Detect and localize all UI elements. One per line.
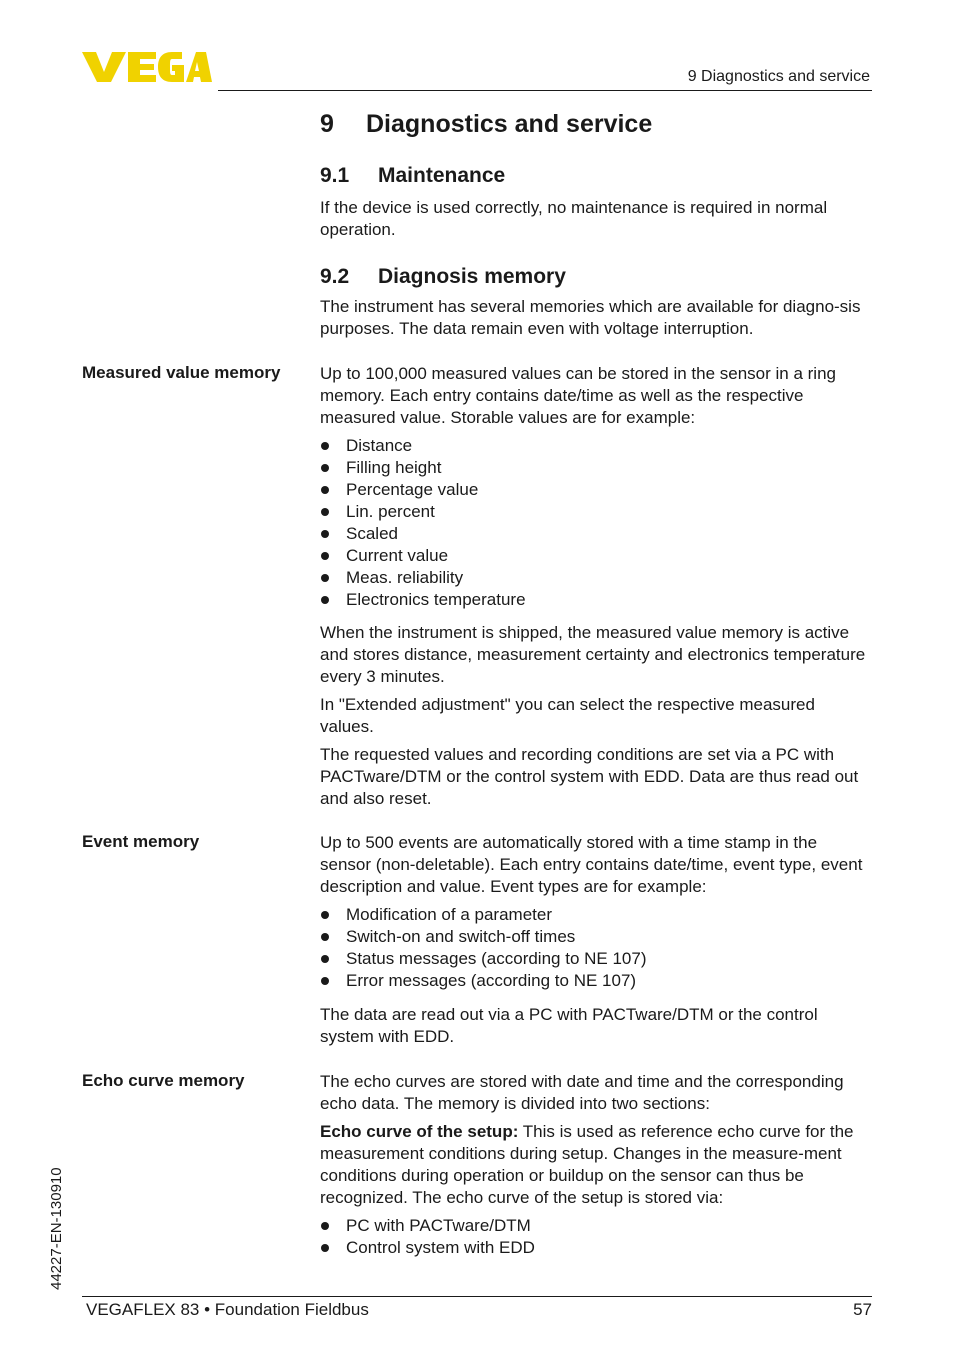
section-diagnosis-heading xyxy=(320,265,566,289)
chapter-number: 9 xyxy=(320,110,334,138)
event-memory-p2: The data are read out via a PC with PACTware/DTM or the control system with EDD. xyxy=(320,1005,818,1046)
bullet-icon xyxy=(321,486,329,494)
list-item: Modification of a parameter xyxy=(320,904,872,926)
measured-value-p4: The requested values and recording conditions are set via a PC with PACTware/DTM or the control system with EDD. Data are thus read out and also reset. xyxy=(320,745,859,808)
list-item: Percentage value xyxy=(320,479,872,501)
bullet-icon xyxy=(321,933,329,941)
event-memory-text: Up to 500 events are automatically stored with a time stamp in the sensor (non-deletable). Each entry contains date/time, event type, event description and value. Event types are for example: xyxy=(320,833,863,896)
list-item: Current value xyxy=(320,545,872,567)
list-item: PC with PACTware/DTM xyxy=(320,1215,872,1237)
list-item: Control system with EDD xyxy=(320,1237,872,1259)
section-title: Maintenance xyxy=(378,164,506,187)
echo-curve-setup-label: Echo curve of the setup: xyxy=(320,1122,519,1141)
section-maintenance-heading xyxy=(320,164,505,188)
list-item: Status messages (according to NE 107) xyxy=(320,948,872,970)
footer-product: VEGAFLEX 83 • Foundation Fieldbus xyxy=(86,1300,369,1319)
measured-value-list xyxy=(320,435,872,611)
bullet-icon xyxy=(321,977,329,985)
bullet-icon xyxy=(321,442,329,450)
list-item: Filling height xyxy=(320,457,872,479)
running-head: 9 Diagnostics and service xyxy=(687,68,870,85)
echo-curve-setup-paragraph xyxy=(320,1121,872,1209)
list-item: Distance xyxy=(320,435,872,457)
section-title: Diagnosis memory xyxy=(378,265,566,288)
echo-curve-list xyxy=(320,1215,872,1259)
event-memory-list xyxy=(320,904,872,992)
diagnosis-intro: The instrument has several memories which are available for diagno-sis purposes. The data remain even with voltage interruption. xyxy=(320,297,861,338)
echo-curve-setup-text: This is used as reference echo curve for the measurement conditions during setup. Changes in the measure-ment conditions during operation or buildup on the sensor can thus be recognized. The echo curve of the setup is stored via: xyxy=(320,1122,854,1207)
chapter-title xyxy=(320,110,652,139)
bullet-icon xyxy=(321,552,329,560)
list-item: Lin. percent xyxy=(320,501,872,523)
measured-value-p3: In "Extended adjustment" you can select the respective measured values. xyxy=(320,695,815,736)
chapter-title-text: Diagnostics and service xyxy=(366,110,653,138)
measured-value-text: Up to 100,000 measured values can be stored in the sensor in a ring memory. Each entry contains date/time as well as the respective measured value. Storable values are for example: xyxy=(320,364,836,427)
list-item: Meas. reliability xyxy=(320,567,872,589)
list-item: Switch-on and switch-off times xyxy=(320,926,872,948)
vega-logo xyxy=(82,50,212,84)
page-number: 57 xyxy=(853,1300,872,1319)
maintenance-text: If the device is used correctly, no maintenance is required in normal operation. xyxy=(320,198,828,239)
side-heading-echo-curve-memory: Echo curve memory xyxy=(82,1071,245,1090)
side-heading-measured-value-memory: Measured value memory xyxy=(82,363,281,382)
bullet-icon xyxy=(321,911,329,919)
bullet-icon xyxy=(321,596,329,604)
bullet-icon xyxy=(321,574,329,582)
list-item: Scaled xyxy=(320,523,872,545)
document-code: 44227-EN-130910 xyxy=(48,1167,65,1290)
section-number: 9.2 xyxy=(320,265,350,288)
measured-value-p2: When the instrument is shipped, the measured value memory is active and stores distance, measurement certainty and electronics temperature every 3 minutes. xyxy=(320,623,866,686)
bullet-icon xyxy=(321,1244,329,1252)
list-item: Error messages (according to NE 107) xyxy=(320,970,872,992)
bullet-icon xyxy=(321,1222,329,1230)
echo-curve-text: The echo curves are stored with date and time and the corresponding echo data. The memory is divided into two sections: xyxy=(320,1072,844,1113)
list-item: Electronics temperature xyxy=(320,589,872,611)
header-rule xyxy=(218,90,872,91)
footer-rule xyxy=(82,1296,872,1297)
side-heading-event-memory: Event memory xyxy=(82,832,200,851)
bullet-icon xyxy=(321,464,329,472)
bullet-icon xyxy=(321,530,329,538)
section-number: 9.1 xyxy=(320,164,350,187)
bullet-icon xyxy=(321,508,329,516)
bullet-icon xyxy=(321,955,329,963)
